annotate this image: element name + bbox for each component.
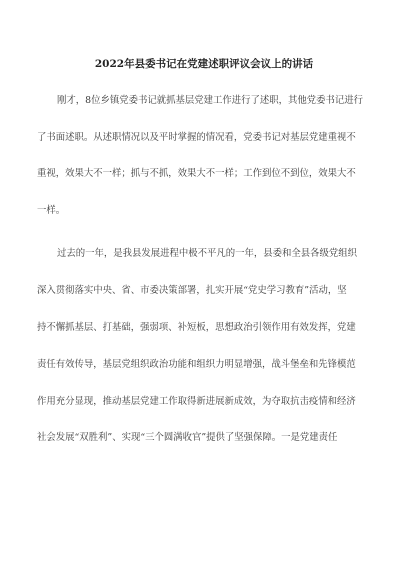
paragraph-line: 责任有效传导，基层党组织政治功能和组织力明显增强，战斗堡垒和先锋模范 [37, 359, 356, 370]
paragraph-line: 过去的一年，是我县发展进程中极不平凡的一年，县委和全县各级党组织 [57, 248, 358, 259]
paragraph-line: 了书面述职。从述职情况以及平时掌握的情况看，党委书记对基层党建重视不 [37, 132, 356, 143]
document-title: 2022年县委书记在党建述职评议会议上的讲话 [94, 58, 314, 70]
paragraph-line: 作用充分显现，推动基层党建工作取得新进展新成效，为夺取抗击疫情和经济 [37, 396, 356, 407]
paragraph-line: 重视，效果大不一样；抓与不抓，效果大不一样；工作到位不到位，效果大不 [37, 168, 356, 179]
paragraph-line: 一样。 [37, 205, 66, 216]
paragraph-line: 社会发展“双胜利”、实现“三个圆满收官”提供了坚强保障。一是党建责任 [37, 432, 338, 443]
paragraph-line: 深入贯彻落实中央、省、市委决策部署，扎实开展“党史学习教育”活动，坚 [37, 285, 347, 296]
paragraph-line: 刚才，8位乡镇党委书记就抓基层党建工作进行了述职，其他党委书记进行 [57, 95, 363, 106]
paragraph-line: 持不懈抓基层、打基础，强弱项、补短板，思想政治引领作用有效发挥，党建 [37, 322, 356, 333]
